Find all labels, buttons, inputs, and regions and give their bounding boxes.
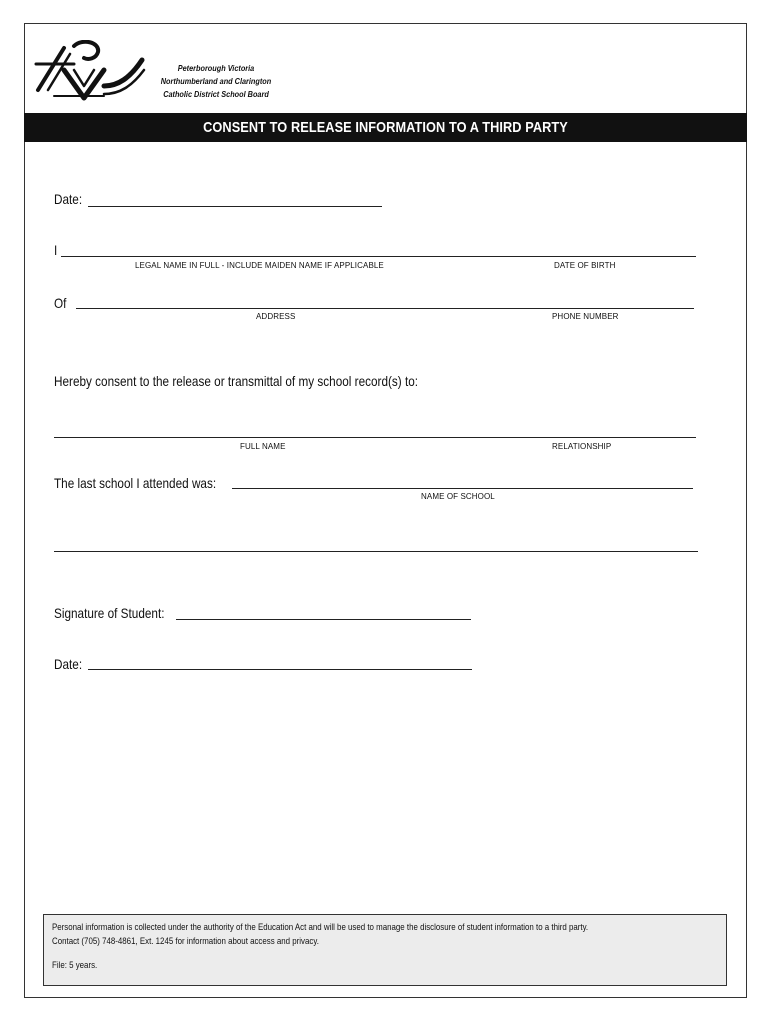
- additional-school-field[interactable]: [54, 551, 698, 552]
- org-line-3: Catholic District School Board: [163, 89, 269, 99]
- retention-notice: File: 5 years.: [52, 960, 98, 970]
- privacy-notice-line-2: Contact (705) 748-4861, Ext. 1245 for information about access and privacy.: [52, 936, 319, 946]
- recipient-field[interactable]: [54, 437, 696, 438]
- date-field-2[interactable]: [88, 669, 472, 670]
- dob-caption: DATE OF BIRTH: [554, 261, 616, 270]
- address-caption: ADDRESS: [256, 312, 296, 321]
- org-line-1: Peterborough Victoria: [177, 63, 255, 73]
- date-label: Date:: [54, 191, 83, 207]
- privacy-notice-box: [43, 914, 727, 986]
- org-line-2: Northumberland and Clarington: [160, 76, 272, 86]
- legal-name-and-dob-field[interactable]: [61, 256, 696, 257]
- of-label: Of: [54, 295, 67, 311]
- signature-field[interactable]: [176, 619, 471, 620]
- last-school-field[interactable]: [232, 488, 693, 489]
- i-label: I: [54, 242, 58, 258]
- school-board-name: [146, 62, 286, 101]
- date-label-2: Date:: [54, 656, 83, 672]
- school-board-logo: [34, 40, 146, 102]
- school-name-caption: NAME OF SCHOOL: [421, 492, 495, 501]
- consent-statement: Hereby consent to the release or transmittal of my school record(s) to:: [54, 373, 419, 389]
- signature-label: Signature of Student:: [54, 605, 165, 621]
- title-banner: [24, 113, 747, 142]
- relationship-caption: RELATIONSHIP: [552, 442, 612, 451]
- address-and-phone-field[interactable]: [76, 308, 694, 309]
- date-field[interactable]: [88, 206, 382, 207]
- full-name-caption: FULL NAME: [240, 442, 286, 451]
- form-title: CONSENT TO RELEASE INFORMATION TO A THIRD PARTY: [203, 119, 568, 136]
- form-page-border: [24, 23, 747, 998]
- phone-caption: PHONE NUMBER: [552, 312, 619, 321]
- privacy-notice-line-1: Personal information is collected under the authority of the Education Act and will be used to manage the disclosure of student information to a third party.: [52, 922, 589, 932]
- last-school-label: The last school I attended was:: [54, 475, 217, 491]
- legal-name-caption: LEGAL NAME IN FULL - INCLUDE MAIDEN NAME IF APPLICABLE: [135, 261, 384, 270]
